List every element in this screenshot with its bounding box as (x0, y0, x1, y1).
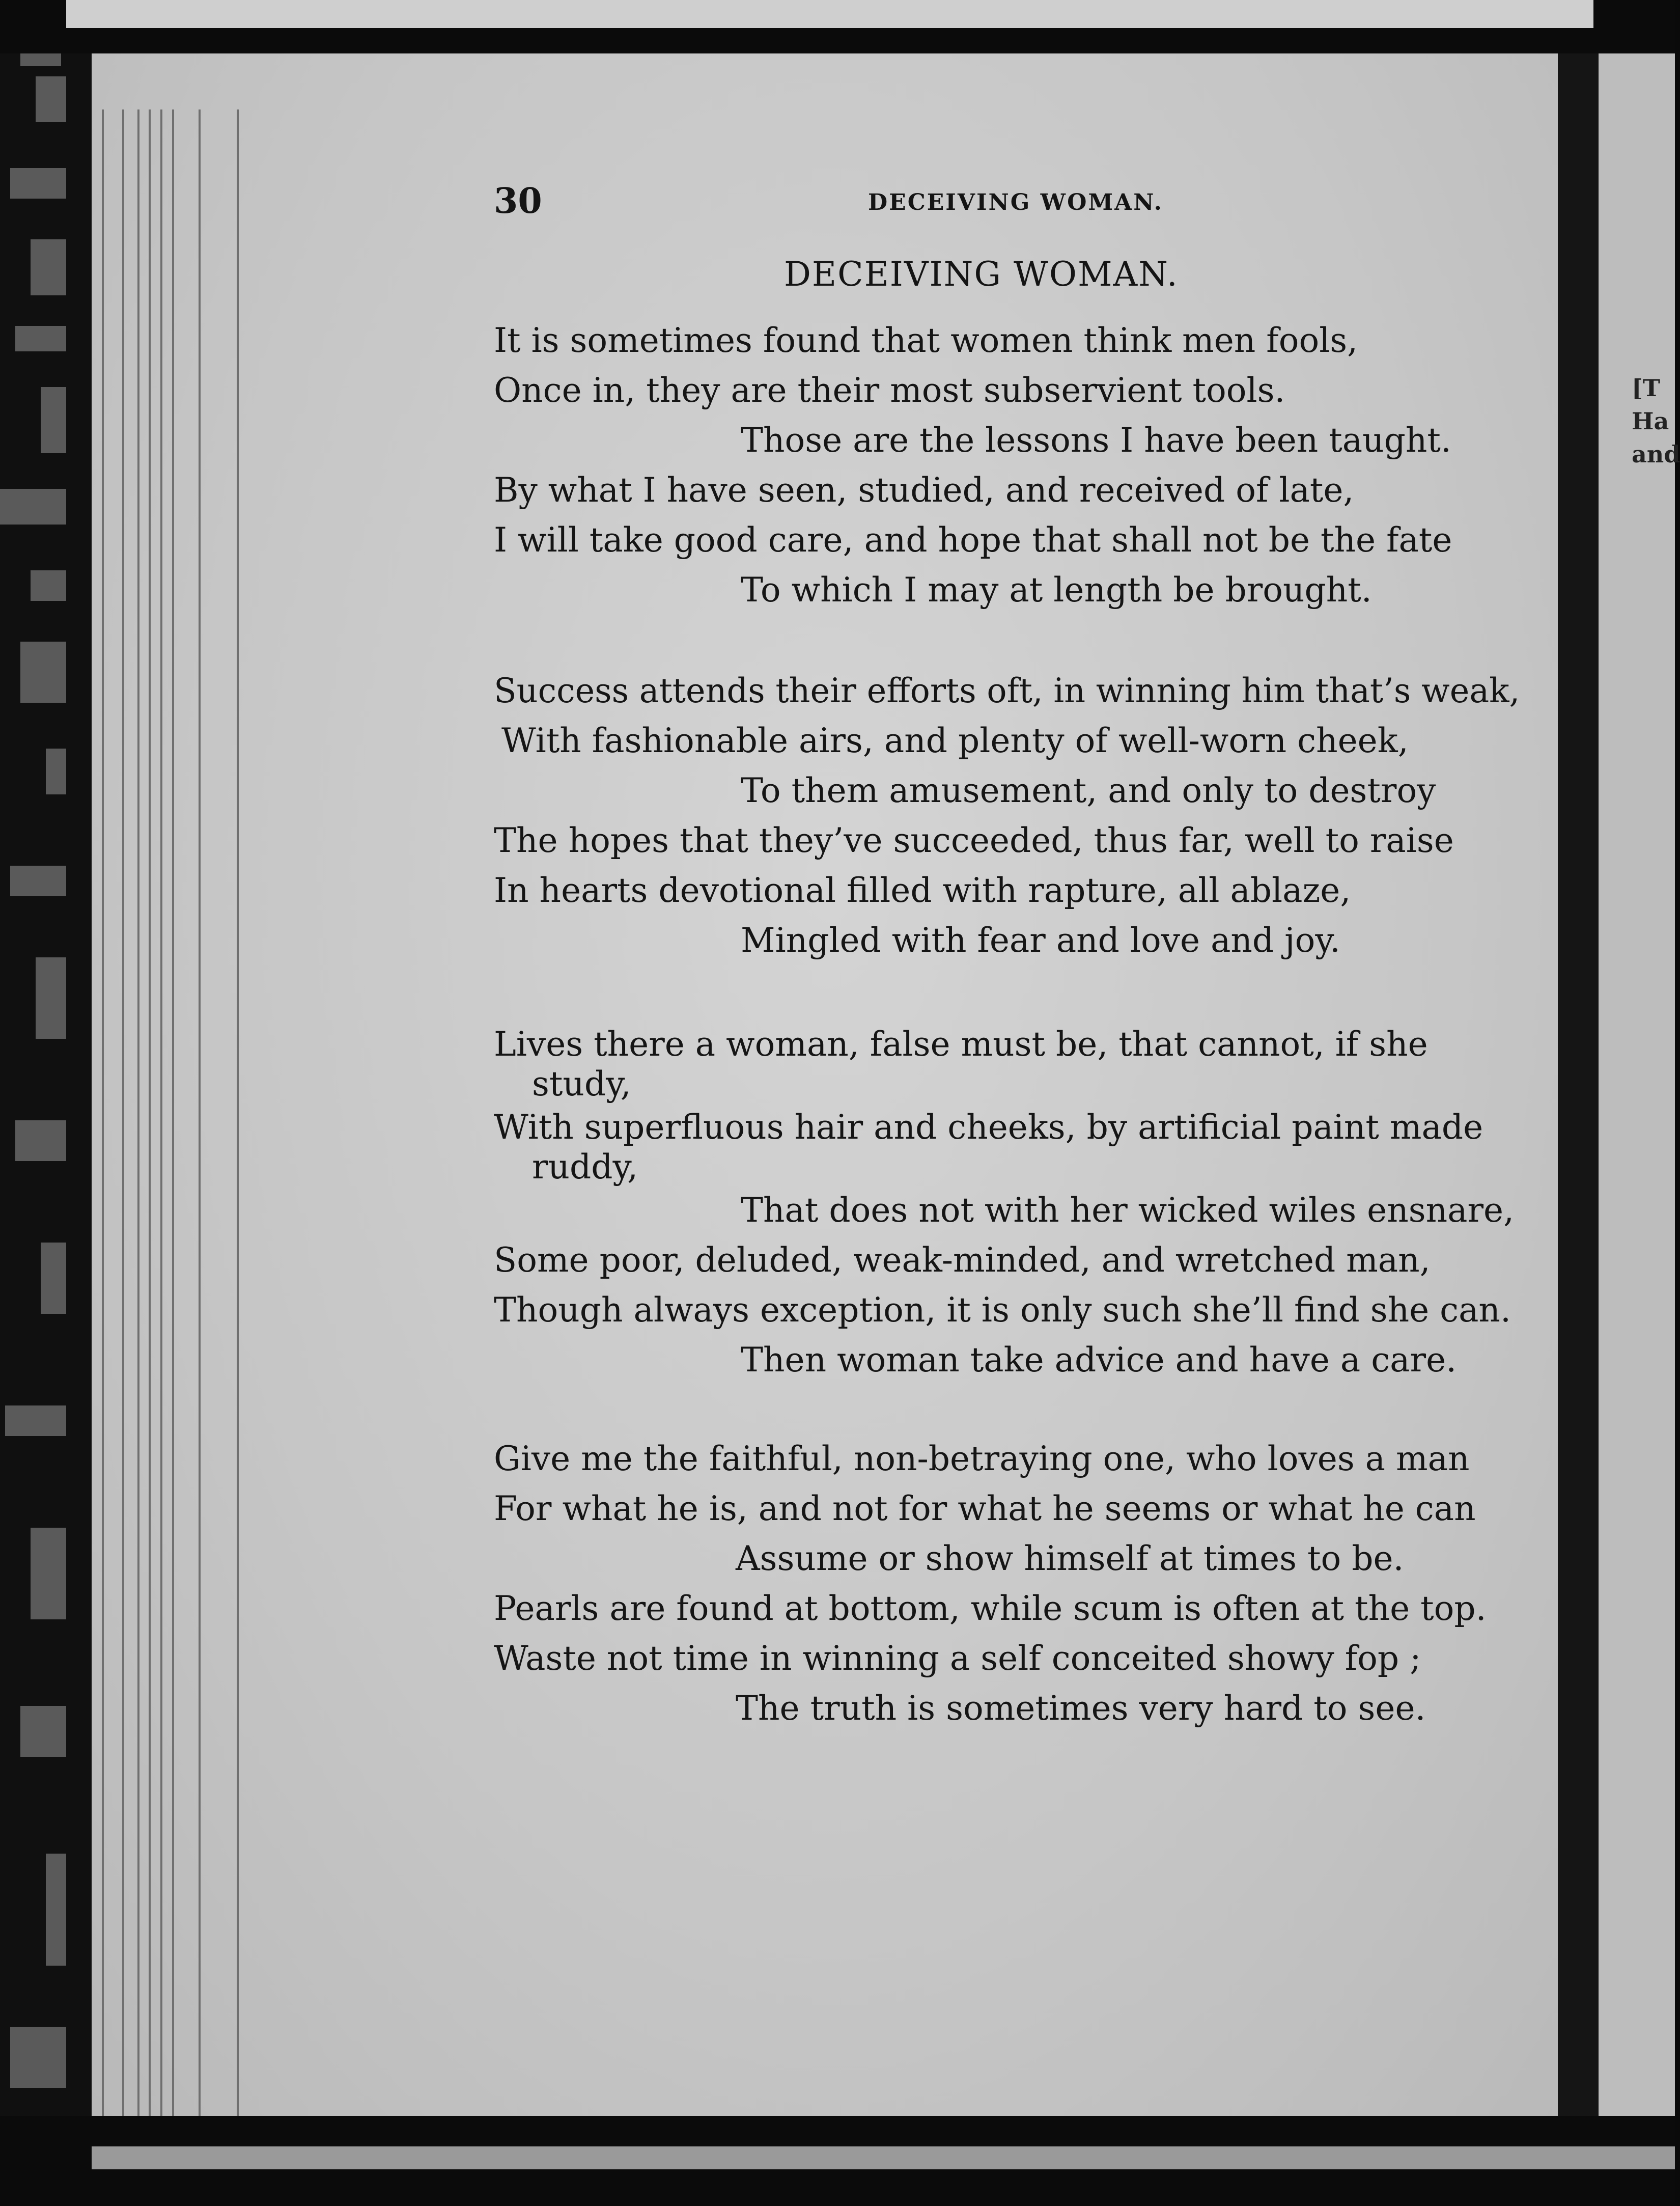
binding-line (172, 109, 174, 2116)
binding-line (149, 109, 151, 2116)
poem-line: To which I may at length be brought. (741, 570, 1372, 610)
poem-line: The hopes that they’ve succeeded, thus far, well to raise (494, 821, 1454, 860)
poem-line: Give me the faithful, non-betraying one, who loves a man (494, 1439, 1470, 1478)
binding-line (137, 109, 139, 2116)
book-page (92, 53, 1568, 2116)
poem-line: To them amusement, and only to destroy (741, 771, 1436, 810)
poem-line: Lives there a woman, false must be, that cannot, if she (494, 1025, 1428, 1064)
binding-line (102, 109, 104, 2116)
scan-bottom-border (0, 2116, 1675, 2206)
poem-title: DECEIVING WOMAN. (784, 255, 1179, 294)
poem-line: By what I have seen, studied, and received of late, (494, 471, 1354, 510)
poem-line: In hearts devotional filled with rapture, all ablaze, (494, 871, 1351, 910)
poem-line: Then woman take advice and have a care. (741, 1340, 1457, 1380)
poem-line: With fashionable airs, and plenty of well-worn cheek, (501, 721, 1409, 760)
binding-line (160, 109, 162, 2116)
poem-line: It is sometimes found that women think men fools, (494, 321, 1358, 360)
poem-line: I will take good care, and hope that shall not be the fate (494, 520, 1452, 560)
poem-line: Assume or show himself at times to be. (736, 1539, 1404, 1578)
poem-line: With superfluous hair and cheeks, by artificial paint made (494, 1108, 1483, 1147)
adjacent-page-fragment: and (1632, 440, 1680, 468)
poem-line: Success attends their efforts oft, in winning him that’s weak, (494, 671, 1520, 710)
page-number: 30 (494, 181, 542, 222)
poem-line: Those are the lessons I have been taught. (741, 421, 1451, 460)
poem-line: Mingled with fear and love and joy. (741, 921, 1340, 960)
poem-line: Waste not time in winning a self conceited showy fop ; (494, 1639, 1421, 1678)
adjacent-page-fragment: [T (1632, 374, 1660, 402)
binding-line (199, 109, 201, 2116)
page-gutter (1558, 53, 1599, 2157)
binding-line (122, 109, 124, 2116)
poem-line: study, (532, 1064, 631, 1104)
poem-line: Once in, they are their most subservient tools. (494, 371, 1285, 410)
poem-line: Though always exception, it is only such she’ll find she can. (494, 1290, 1511, 1330)
adjacent-page-fragment: Ha (1632, 407, 1669, 435)
poem-line: For what he is, and not for what he seems or what he can (494, 1489, 1476, 1528)
scan-top-border (0, 0, 1675, 53)
binding-line (237, 109, 239, 2116)
poem-line: The truth is sometimes very hard to see. (736, 1689, 1426, 1728)
adjacent-page-edge (1599, 53, 1675, 2157)
poem-line: Some poor, deluded, weak-minded, and wretched man, (494, 1240, 1431, 1280)
poem-line: Pearls are found at bottom, while scum is often at the top. (494, 1589, 1487, 1628)
scan-left-margin (0, 0, 97, 2206)
running-head: DECEIVING WOMAN. (868, 189, 1163, 215)
poem-line: That does not with her wicked wiles ensnare, (741, 1191, 1515, 1230)
poem-line: ruddy, (532, 1147, 638, 1187)
